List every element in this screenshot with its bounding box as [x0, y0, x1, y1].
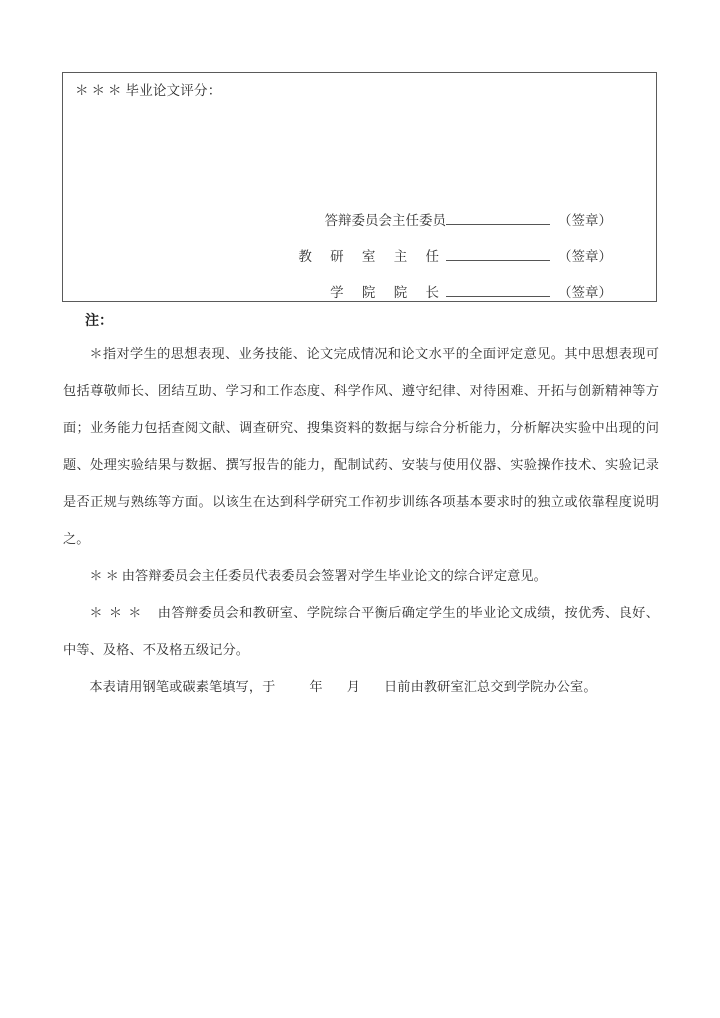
notes-section: [63, 306, 659, 706]
evaluation-box: [62, 72, 657, 302]
note-item-3: [63, 595, 659, 669]
signature-line-dean[interactable]: [446, 283, 550, 297]
footer-year-label: 年: [309, 680, 323, 695]
signature-block: [63, 203, 656, 311]
footer-text-after: 日前由教研室汇总交到学院办公室。: [384, 680, 597, 695]
notes-heading: 注：: [85, 313, 113, 329]
footer-text-before: 本表请用钢笔或碳素笔填写，于: [89, 680, 276, 695]
signature-seal-dean: （签章）: [558, 285, 612, 301]
notes-footer: [63, 669, 659, 706]
signature-seal-department-head: （签章）: [558, 249, 612, 265]
note-text-1: 指对学生的思想表现、业务技能、论文完成情况和论文水平的全面评定意见。其中思想表现可包括尊敬师长、团结互助、学习和工作态度、科学作风、遵守纪律、对待困难、开拓与创新精神等方面；业务能力包括查阅文献、调查研究、搜集资料的数据与综合分析能力，分析解决实验中出现的问题、处理实验结果与数据、撰写报告的能力，配制试药、安装与使用仪器、实验操作技术、实验记录是否正规与熟练等方面。以该生在达到科学研究工作初步训练各项基本要求时的独立或依靠程度说明之。: [63, 347, 659, 547]
signature-row-department-head: [63, 239, 656, 275]
note-item-1: [63, 336, 659, 558]
signature-seal-chair: （签章）: [558, 213, 612, 229]
note-text-3: 由答辩委员会和教研室、学院综合平衡后确定学生的毕业论文成绩，按优秀、良好、中等、及格、不及格五级记分。: [63, 606, 660, 658]
signature-row-chair: [63, 203, 656, 239]
evaluation-title-stars: ＊＊＊: [75, 83, 125, 99]
note-text-2: 由答辩委员会主任委员代表委员会签署对学生毕业论文的综合评定意见。: [121, 569, 547, 584]
evaluation-title-text: 毕业论文评分：: [125, 83, 222, 99]
signature-line-chair[interactable]: [446, 211, 550, 225]
signature-label-dean: 学 院 院 长: [330, 285, 446, 301]
note-marker-2: ＊＊: [89, 569, 122, 584]
signature-label-chair: 答辩委员会主任委员: [324, 213, 446, 229]
note-item-2: [63, 558, 659, 595]
evaluation-box-title: [75, 82, 221, 100]
footer-month-label: 月: [346, 680, 361, 695]
signature-label-department-head: 教 研 室 主 任: [298, 249, 446, 265]
note-marker-1: ＊: [89, 347, 103, 362]
signature-line-department-head[interactable]: [446, 247, 550, 261]
note-marker-3: ＊＊＊: [89, 606, 148, 621]
